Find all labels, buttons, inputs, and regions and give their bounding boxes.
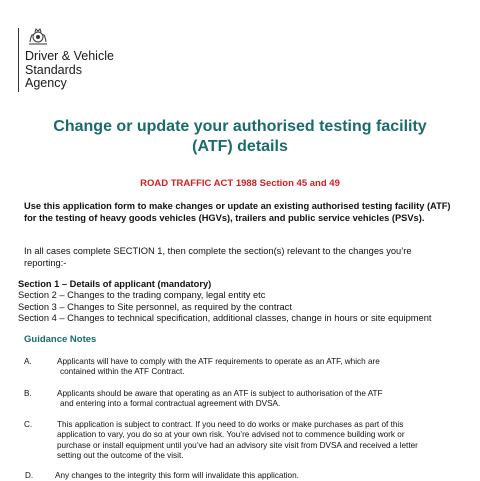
section-list [18, 279, 473, 325]
note-line: This application is subject to contract. If you need to do works or make purchases as part of this [57, 420, 404, 429]
instructions-line: In all cases complete SECTION 1, then complete the section(s) relevant to the changes you’re [24, 246, 412, 256]
note-letter: A. [24, 357, 32, 366]
note-line: application to vary, you do so at your own risk. You’re advised not to commence building work or [57, 430, 405, 440]
note-line: contained within the ATF Contract. [60, 367, 185, 377]
note-line: Applicants should be aware that operating as an ATF is subject to authorisation of the ATF [57, 389, 383, 398]
title-line: (ATF) details [192, 138, 288, 155]
section-item: Section 1 – Details of applicant (mandatory) [18, 279, 212, 289]
intro-paragraph: Use this application form to make changes or update an existing authorised testing facility (ATF) for the testing of heavy goods vehicles (HGVs), trailers and public service vehicles (PSVs). [24, 201, 451, 223]
organisation-name [25, 50, 114, 91]
note-text [57, 357, 457, 378]
note-line: Any changes to the integrity this form will invalidate this application. [55, 471, 299, 480]
section-item: Section 2 – Changes to the trading company, legal entity etc [18, 290, 266, 301]
note-line: purchase or install equipment until you’ve had an advisory site visit from DVSA and received a letter [57, 440, 418, 450]
instructions-line: reporting:- [24, 257, 67, 268]
org-line: Driver & Vehicle [25, 49, 114, 63]
guidance-heading: Guidance Notes [24, 334, 97, 345]
note-line: Applicants will have to comply with the ATF requirements to operate as an ATF, which are [57, 357, 380, 366]
org-line: Standards [25, 62, 82, 77]
dvsa-logo [18, 26, 148, 92]
note-letter: D. [25, 471, 34, 480]
title-line: Change or update your authorised testing facility [53, 118, 427, 135]
instructions [24, 246, 454, 269]
note-letter: B. [24, 389, 32, 398]
royal-crest-icon [26, 26, 50, 46]
act-reference: ROAD TRAFFIC ACT 1988 Section 45 and 49 [140, 178, 340, 189]
org-line: Agency [25, 76, 67, 90]
note-text [57, 420, 467, 462]
note-line: and entering into a formal contractual agreement with DVSA. [60, 399, 281, 409]
section-item: Section 3 – Changes to Site personnel, as required by the contract [18, 301, 292, 312]
page-title [40, 117, 440, 157]
note-line: setting out the outcome of the visit. [57, 451, 184, 461]
section-item: Section 4 – Changes to technical specification, additional classes, change in hours or site equipment [18, 313, 432, 324]
logo-divider [18, 28, 19, 92]
note-text [57, 389, 457, 410]
note-letter: C. [24, 420, 33, 429]
